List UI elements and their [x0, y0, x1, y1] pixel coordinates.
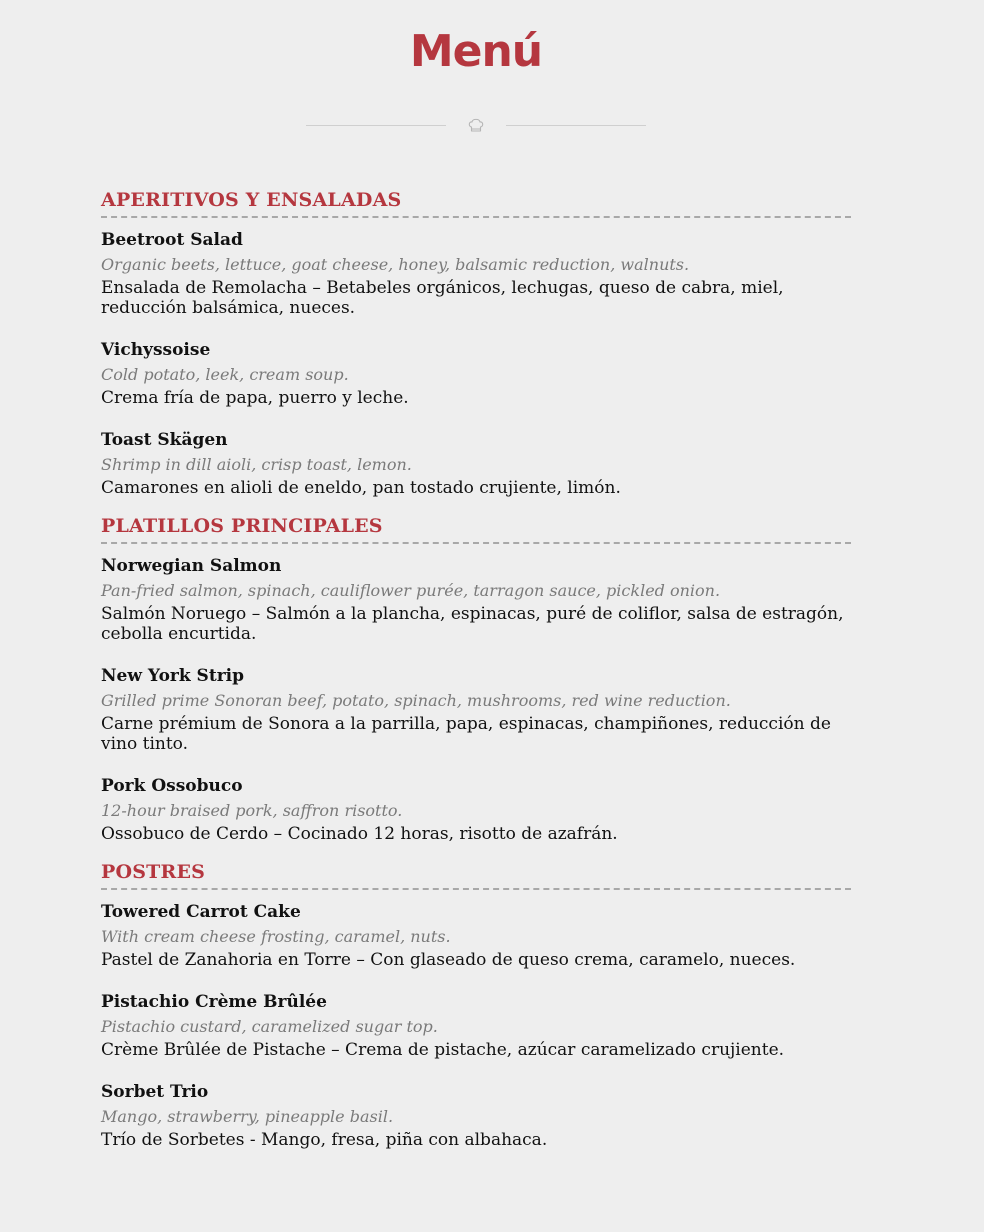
item-spanish: Camarones en alioli de eneldo, pan tostado crujiente, limón. [101, 478, 621, 498]
item-name: New York Strip [101, 666, 244, 686]
item-name: Pistachio Crème Brûlée [101, 992, 327, 1012]
item-description: Grilled prime Sonoran beef, potato, spinach, mushrooms, red wine reduction. [101, 691, 731, 710]
item-spanish: Trío de Sorbetes - Mango, fresa, piña con albahaca. [101, 1130, 548, 1150]
item-name: Vichyssoise [101, 340, 211, 360]
divider-line-left [306, 125, 446, 126]
item-description: Shrimp in dill aioli, crisp toast, lemon. [101, 455, 412, 474]
section-title: APERITIVOS Y ENSALADAS [101, 186, 851, 218]
item-name: Norwegian Salmon [101, 556, 282, 576]
menu-item [101, 1080, 851, 1150]
item-description: Pistachio custard, caramelized sugar top. [101, 1017, 438, 1036]
item-description: Mango, strawberry, pineapple basil. [101, 1107, 394, 1126]
item-name: Sorbet Trio [101, 1082, 209, 1102]
item-spanish: Ensalada de Remolacha – Betabeles orgánicos, lechugas, queso de cabra, miel, reducción balsámica, nueces. [101, 278, 784, 318]
menu-item [101, 774, 851, 844]
divider-line-right [506, 125, 646, 126]
item-name: Pork Ossobuco [101, 776, 243, 796]
section-title: POSTRES [101, 858, 851, 890]
menu-content [101, 186, 851, 1164]
page-title: Menú [409, 26, 543, 77]
item-name: Towered Carrot Cake [101, 902, 301, 922]
item-description: Organic beets, lettuce, goat cheese, honey, balsamic reduction, walnuts. [101, 255, 690, 274]
chef-hat-icon [466, 116, 486, 136]
menu-item [101, 900, 851, 970]
item-description: With cream cheese frosting, caramel, nuts. [101, 927, 451, 946]
item-description: Cold potato, leek, cream soup. [101, 365, 349, 384]
item-spanish: Carne prémium de Sonora a la parrilla, papa, espinacas, champiñones, reducción de vino tinto. [101, 714, 831, 754]
item-spanish: Pastel de Zanahoria en Torre – Con glaseado de queso crema, caramelo, nueces. [101, 950, 796, 970]
section-title: PLATILLOS PRINCIPALES [101, 512, 851, 544]
section-desserts [101, 858, 851, 1150]
item-description: Pan-fried salmon, spinach, cauliflower purée, tarragon sauce, pickled onion. [101, 581, 721, 600]
menu-item [101, 554, 851, 644]
menu-item [101, 664, 851, 754]
menu-item [101, 338, 851, 408]
title-divider [306, 114, 646, 138]
item-spanish: Ossobuco de Cerdo – Cocinado 12 horas, risotto de azafrán. [101, 824, 618, 844]
item-name: Toast Skägen [101, 430, 228, 450]
menu-item [101, 428, 851, 498]
item-name: Beetroot Salad [101, 230, 243, 250]
menu-item [101, 990, 851, 1060]
menu-item [101, 228, 851, 318]
item-description: 12-hour braised pork, saffron risotto. [101, 801, 403, 820]
item-spanish: Salmón Noruego – Salmón a la plancha, espinacas, puré de coliflor, salsa de estragón, cebolla encurtida. [101, 604, 844, 644]
section-items [101, 890, 851, 1150]
item-spanish: Crème Brûlée de Pistache – Crema de pistache, azúcar caramelizado crujiente. [101, 1040, 785, 1060]
item-spanish: Crema fría de papa, puerro y leche. [101, 388, 409, 408]
section-items [101, 218, 851, 498]
section-main-courses [101, 512, 851, 844]
section-appetizers [101, 186, 851, 498]
section-items [101, 544, 851, 844]
